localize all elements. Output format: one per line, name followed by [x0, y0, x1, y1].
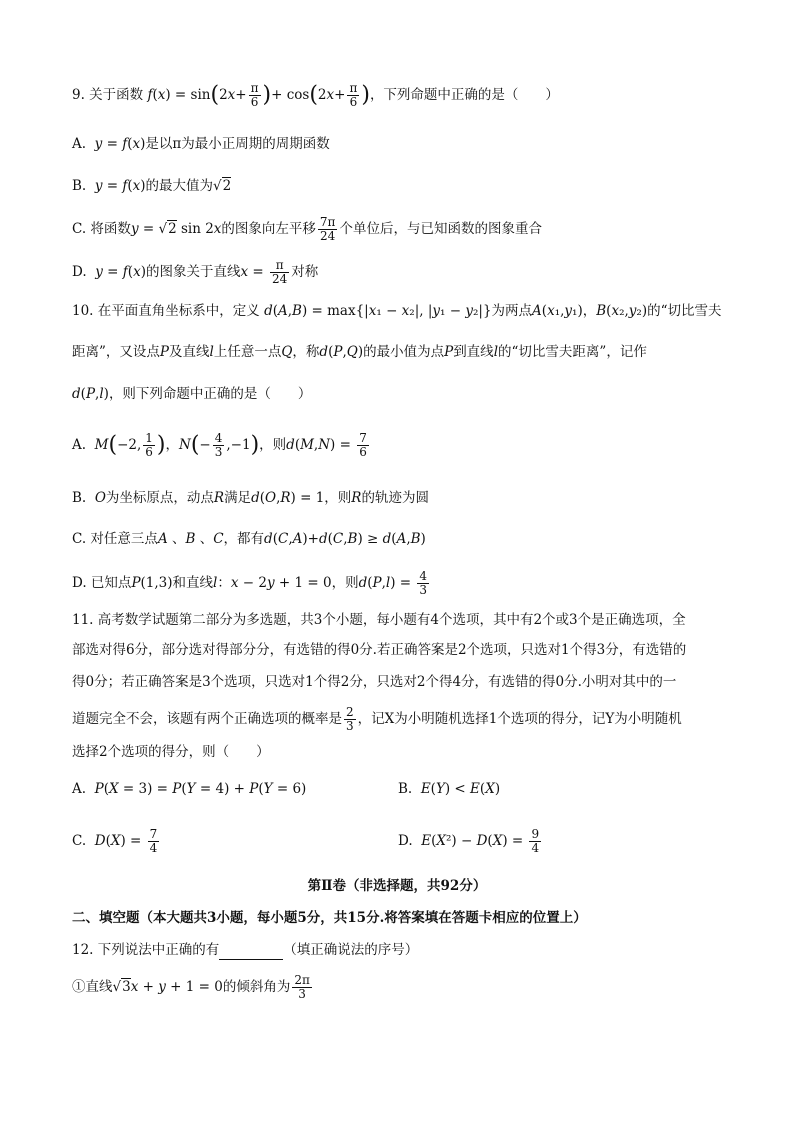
- section-title: 第Ⅱ卷（非选择题，共92分）: [307, 878, 487, 894]
- q11-option-c: C. D(X) = $\frac{7}{4}$: [72, 827, 158, 855]
- q11-line1: 11. 高考数学试题第二部分为多选题，共3个小题，每小题有4个选项，其中有2个或3个是正确选项，全: [72, 612, 686, 628]
- q10-option-c: C. 对任意三点A 、B 、C，都有d(C,A)+d(C,B) ≥ d(A,B): [72, 531, 426, 547]
- q9-stem: 9. 关于函数 f(x) = sin(2x+ $\frac{\pi}{6}$ )+ cos(2x+ $\frac{\pi}{6}$ )，下列命题中正确的是（ ）: [72, 81, 559, 109]
- q9-option-a: A. y = f(x)是以π为最小正周期的周期函数: [72, 136, 330, 152]
- q11-option-b: B. E(Y) < E(X): [398, 781, 501, 797]
- q9-option-b: B. y = f(x)的最大值为√2: [72, 178, 232, 194]
- q11-option-a: A. P(X = 3) = P(Y = 4) + P(Y = 6): [72, 781, 307, 797]
- answer-blank: [219, 945, 283, 960]
- q10-line1: 10. 在平面直角坐标系中，定义 d(A,B) = max{|x₁ − x₂|, |y₁ − y₂|}为两点A(x₁,y₁)，B(x₂,y₂)的“切比雪夫: [72, 303, 722, 319]
- q11-line3: 得0分；若正确答案是3个选项，只选对1个得2分，只选对2个得4分，有选错的得0分.小明对其中的一: [72, 674, 677, 690]
- q9-option-c: C. 将函数y = √2 sin 2x的图象向左平移 $\frac{7\pi}{24}$ 个单位后，与已知函数的图象重合: [72, 215, 542, 243]
- q10-option-a: A. M(−2, $\frac{1}{6}$ )，N(− $\frac{4}{3}$ ,−1)，则d(M,N) = $\frac{7}{6}$: [72, 431, 367, 459]
- q12-item1: ①直线√3x + y + 1 = 0的倾斜角为 $\frac{2\pi}{3}$: [72, 973, 310, 1001]
- q12-stem: 12. 下列说法中正确的有 （填正确说法的序号）: [72, 942, 419, 958]
- q10-line2: 距离”，又设点P及直线l上任意一点Q，称d(P,Q)的最小值为点P到直线l的“切比雪夫距离”，记作: [72, 344, 647, 360]
- q11-option-d: D. E(X²) − D(X) = $\frac{9}{4}$: [398, 827, 540, 855]
- q11-line2: 部选对得6分，部分选对得部分分，有选错的得0分.若正确答案是2个选项，只选对1个得3分，有选错的: [72, 642, 687, 658]
- q10-line3: d(P,l)，则下列命题中正确的是（ ）: [72, 386, 312, 402]
- q11-line5: 选择2个选项的得分，则（ ）: [72, 744, 270, 760]
- q10-option-b: B. O为坐标原点，动点R满足d(O,R) = 1，则R的轨迹为圆: [72, 490, 429, 506]
- q11-line4: 道题完全不会，该题有两个正确选项的概率是 $\frac{2}{3}$ ，记X为小明随机选择1个选项的得分，记Y为小明随机: [72, 705, 682, 733]
- section-heading: 二、填空题（本大题共3小题，每小题5分，共15分.将答案填在答题卡相应的位置上）: [72, 910, 587, 926]
- q9-option-d: D. y = f(x)的图象关于直线x = $\frac{\pi}{24}$ 对称: [72, 258, 319, 286]
- q10-option-d: D. 已知点P(1,3)和直线l：x − 2y + 1 = 0，则d(P,l) = $\frac{4}{3}$: [72, 569, 428, 597]
